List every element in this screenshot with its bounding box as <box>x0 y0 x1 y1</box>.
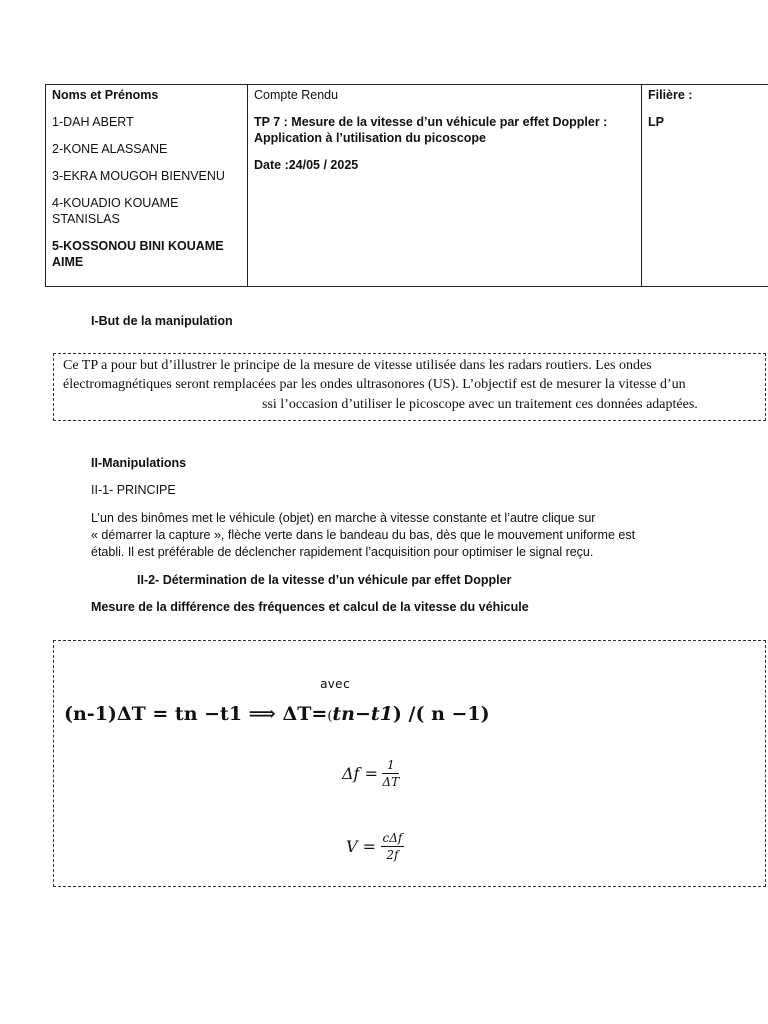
principle-line-2: « démarrer la capture », flèche verte dans le bandeau du bas, dès que le mouvement uniforme est <box>91 528 636 542</box>
eq1-paren: ( <box>327 709 333 724</box>
section-2-title: II-Manipulations <box>91 456 187 470</box>
objective-box <box>53 353 766 421</box>
avec-label: avec <box>320 676 351 691</box>
principle-line-1: L’un des binômes met le véhicule (objet) en marche à vitesse constante et l’autre clique sur <box>91 511 596 525</box>
report-date: Date :24/05 / 2025 <box>254 158 359 172</box>
student-name: 4-KOUADIO KOUAME STANISLAS <box>52 196 179 226</box>
filiere-label: Filière : <box>648 88 693 102</box>
equation-period <box>64 703 490 725</box>
eq3-fraction <box>381 831 405 862</box>
filiere-value: LP <box>648 115 664 129</box>
tp-title: TP 7 : Mesure de la vitesse d’un véhicule par effet Doppler : Application à l’utilisation du picoscope <box>254 115 608 145</box>
section-1-title: I-But de la manipulation <box>91 314 233 328</box>
eq2-denominator: ΔT <box>382 775 400 789</box>
student-name: 3-EKRA MOUGOH BIENVENU <box>52 169 225 183</box>
eq2-numerator: 1 <box>382 758 399 774</box>
eq1-left: (n-1)ΔT = tn −t1 ⟹ ΔT= <box>64 703 328 725</box>
measure-subtitle: Mesure de la différence des fréquences et calcul de la vitesse du véhicule <box>91 600 529 614</box>
objective-line-1: Ce TP a pour but d’illustrer le principe de la mesure de vitesse utilisée dans les radars routiers. Les ondes <box>63 358 652 373</box>
names-cell <box>46 85 248 287</box>
objective-line-2: électromagnétiques seront remplacées par les ondes ultrasonores (US). L’objectif est de mesurer la vitesse d’un <box>63 377 686 392</box>
eq3-denominator: 2f <box>386 848 399 862</box>
student-name: 2-KONE ALASSANE <box>52 142 168 156</box>
student-name: 5-KOSSONOU BINI KOUAME AIME <box>52 239 224 269</box>
formula-box <box>53 640 766 887</box>
eq1-mid: tn−t1 <box>332 703 393 725</box>
eq3-lhs: V = <box>346 837 377 856</box>
eq3-numerator: cΔf <box>382 831 403 845</box>
objective-line-3: ssi l’occasion d’utiliser le picoscope avec un traitement ces données adaptées. <box>262 397 698 412</box>
equation-velocity <box>346 831 404 862</box>
student-name: 1-DAH ABERT <box>52 115 134 129</box>
doppler-subtitle: II-2- Détermination de la vitesse d’un véhicule par effet Doppler <box>137 573 512 587</box>
report-label: Compte Rendu <box>254 88 339 102</box>
eq2-lhs: Δf = <box>342 764 378 783</box>
principle-line-3: établi. Il est préférable de déclencher rapidement l’acquisition pour optimiser le signal reçu. <box>91 545 594 559</box>
header-table <box>45 84 768 287</box>
filiere-cell <box>642 85 768 287</box>
report-cell <box>248 85 642 287</box>
equation-frequency <box>342 758 399 789</box>
eq2-fraction <box>382 758 399 789</box>
principle-title: II-1- PRINCIPE <box>91 483 176 497</box>
names-heading: Noms et Prénoms <box>52 88 159 102</box>
eq1-right: ) /( n −1) <box>392 703 490 725</box>
